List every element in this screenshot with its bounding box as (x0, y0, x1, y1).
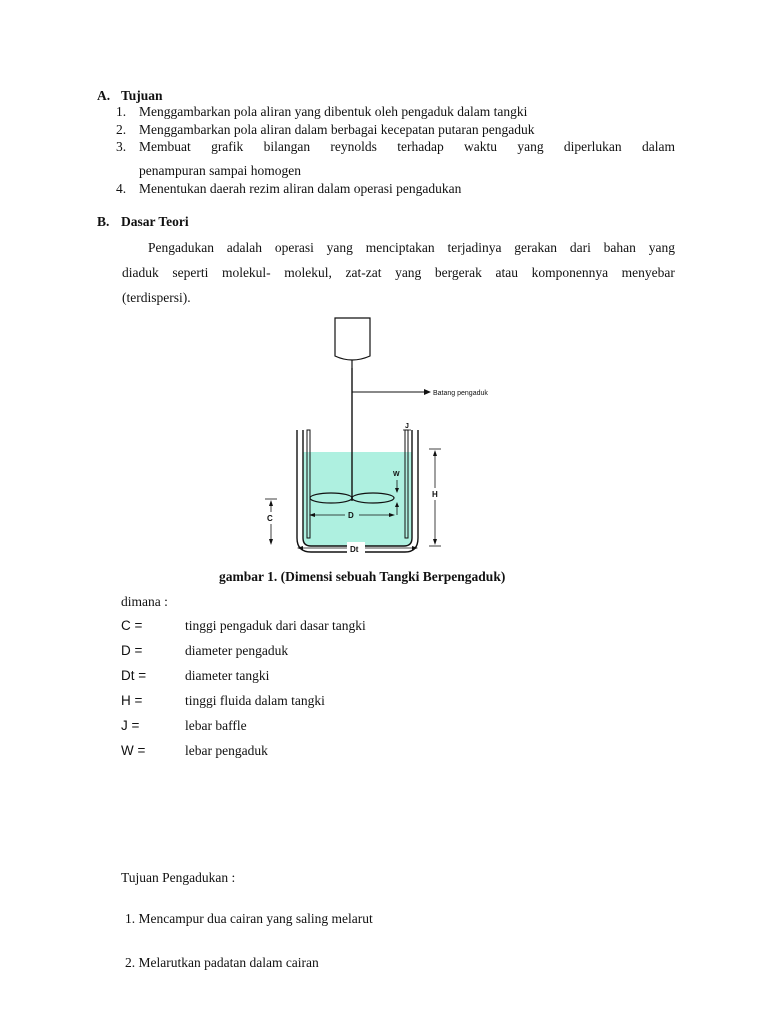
symbol-description: lebar baffle (185, 718, 247, 733)
symbol: Dt = (121, 668, 147, 683)
symbol-description: tinggi fluida dalam tangki (185, 693, 325, 708)
symbol: J = (121, 718, 140, 733)
word: bergerak (434, 265, 482, 280)
label-Dt: Dt (350, 545, 359, 554)
word: dari (569, 240, 591, 255)
symbol: C = (121, 618, 143, 633)
section-b-marker: B. (97, 214, 110, 229)
word: operasi (274, 240, 314, 255)
symbol-description: tinggi pengaduk dari dasar tangki (185, 618, 366, 633)
stirred-tank-diagram (255, 312, 515, 562)
word: grafik (211, 139, 244, 154)
section-a-title: Tujuan (121, 88, 163, 103)
symbol-description: lebar pengaduk (185, 743, 268, 758)
word: terjadinya (447, 240, 502, 255)
motor-icon (335, 318, 370, 360)
word: dalam (641, 139, 675, 154)
word: menciptakan (365, 240, 435, 255)
list-item-number: 3. (116, 139, 127, 154)
word: gerakan (514, 240, 558, 255)
word: reynolds (330, 139, 377, 154)
list-item: 2. Melarutkan padatan dalam cairan (125, 955, 319, 970)
list-item (139, 139, 675, 155)
list-item-number: 2. (116, 122, 127, 137)
list-item-number: 1. (116, 104, 127, 119)
symbol: W = (121, 743, 146, 758)
list-item-number: 4. (116, 181, 127, 196)
word: atau (495, 265, 518, 280)
list-item: 1. Mencampur dua cairan yang saling melarut (125, 911, 373, 926)
label-C: C (267, 514, 273, 523)
list-item: Menggambarkan pola aliran yang dibentuk oleh pengaduk dalam tangki (139, 104, 528, 119)
label-W: W (393, 471, 400, 478)
liquid-fill (303, 452, 412, 546)
paragraph-line: (terdispersi). (122, 290, 191, 305)
symbol-description: diameter tangki (185, 668, 270, 683)
word: diperlukan (563, 139, 622, 154)
tujuan-pengadukan-title: Tujuan Pengadukan : (121, 870, 236, 885)
word: yang (517, 139, 544, 154)
section-b-title: Dasar Teori (121, 214, 189, 229)
symbol: D = (121, 643, 143, 658)
paragraph-line (122, 265, 675, 281)
word: Pengadukan (148, 240, 214, 255)
figure-caption: gambar 1. (Dimensi sebuah Tangki Berpengaduk) (219, 569, 506, 584)
word: molekul- (221, 265, 271, 280)
word: diaduk (122, 265, 159, 280)
paragraph-line (148, 240, 675, 256)
word: yang (648, 240, 675, 255)
list-item: Menggambarkan pola aliran dalam berbagai kecepatan putaran pengaduk (139, 122, 535, 137)
word: Membuat (139, 139, 191, 154)
label-H: H (432, 490, 438, 499)
label-J: J (405, 423, 409, 430)
word: yang (326, 240, 353, 255)
symbol: H = (121, 693, 143, 708)
word: komponennya (531, 265, 609, 280)
list-item: Menentukan daerah rezim aliran dalam operasi pengadukan (139, 181, 462, 196)
word: terhadap (397, 139, 444, 154)
rod-label: Batang pengaduk (433, 390, 488, 397)
word: adalah (226, 240, 263, 255)
word: seperti (172, 265, 209, 280)
word: bilangan (263, 139, 311, 154)
word: menyebar (621, 265, 675, 280)
dimana-title: dimana : (121, 594, 168, 609)
word: zat-zat (345, 265, 382, 280)
word: waktu (464, 139, 498, 154)
symbol-description: diameter pengaduk (185, 643, 289, 658)
list-item-continuation: penampuran sampai homogen (139, 163, 301, 178)
label-D: D (348, 511, 354, 520)
section-a-marker: A. (97, 88, 111, 103)
word: molekul, (284, 265, 332, 280)
word: yang (395, 265, 422, 280)
word: bahan (603, 240, 636, 255)
